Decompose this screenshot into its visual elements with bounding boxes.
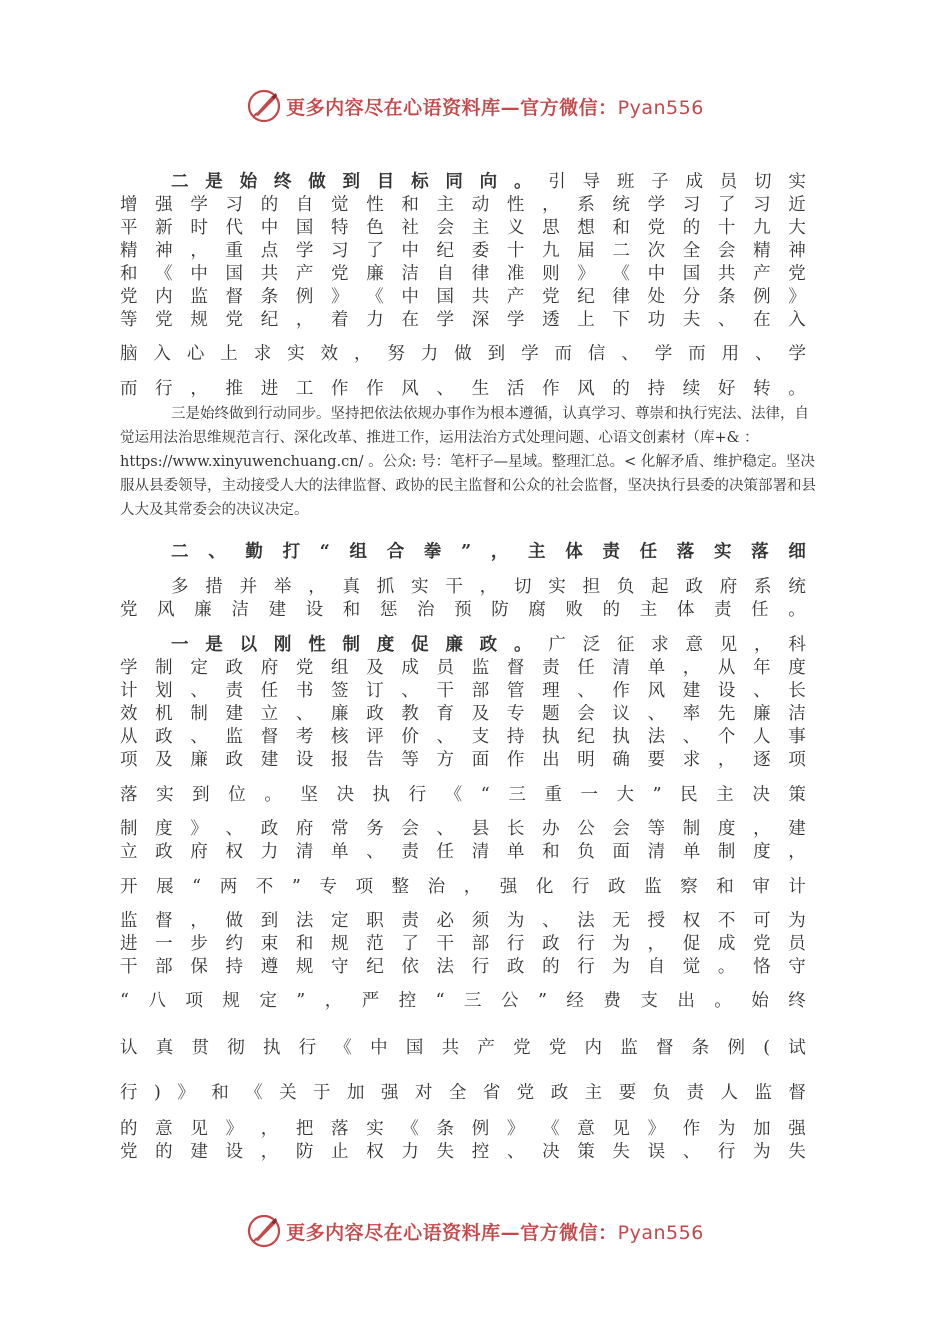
- section-heading-two: 二 、 勤 打 “ 组 合 拳 ” ， 主 体 责 任 落 实 落 细: [171, 542, 806, 562]
- text-line: 党 的 建 设 ， 防 止 权 力 失 控 、 决 策 失 误 、 行 为 失: [120, 1142, 806, 1162]
- banner-handle: Pyan556: [617, 96, 704, 119]
- text-line: 效 机 制 建 立 、 廉 政 教 育 及 专 题 会 议 、 率 先 廉 洁: [120, 704, 806, 724]
- text-line: 党 内 监 督 条 例 》 《 中 国 共 产 党 纪 律 处 分 条 例 》: [120, 287, 806, 307]
- header-banner: [0, 86, 950, 126]
- text-line: 项 及 廉 政 建 设 报 告 等 方 面 作 出 明 确 要 求 ， 逐 项: [120, 750, 806, 770]
- text-line: “ 八 项 规 定 ” ， 严 控 “ 三 公 ” 经 费 支 出 。 始 终: [120, 991, 806, 1011]
- text-line: 开 展 “ 两 不 ” 专 项 整 治 ， 强 化 行 政 监 察 和 审 计: [120, 877, 806, 897]
- text-line: 干 部 保 持 遵 规 守 纪 依 法 行 政 的 行 为 自 觉 。 恪 守: [120, 957, 806, 977]
- text-line: 多 措 并 举 ， 真 抓 实 干 ， 切 实 担 负 起 政 府 系 统: [171, 577, 806, 597]
- footer-banner: [0, 1211, 950, 1251]
- text-line: 学 制 定 政 府 党 组 及 成 员 监 督 责 任 清 单 ， 从 年 度: [120, 658, 806, 678]
- banner-handle: Pyan556: [617, 1221, 704, 1244]
- text-line: 增 强 学 习 的 自 觉 性 和 主 动 性 ， 系 统 学 习 了 习 近: [120, 195, 806, 215]
- text-line: 的 意 见 》 ， 把 落 实 《 条 例 》 《 意 见 》 作 为 加 强: [120, 1119, 806, 1139]
- banner-text: 更多内容尽在心语资料库—官方微信：Pyan556: [286, 96, 704, 119]
- text-line: 行 ) 》 和 《 关 于 加 强 对 全 省 党 政 主 要 负 责 人 监 督: [120, 1083, 806, 1103]
- text-line: 党 风 廉 洁 建 设 和 惩 治 预 防 腐 败 的 主 体 责 任 。: [120, 600, 806, 620]
- text-line: 从 政 、 监 督 考 核 评 价 、 支 持 执 纪 执 法 、 个 人 事: [120, 727, 806, 747]
- text-line: 而 行 ， 推 进 工 作 作 风 、 生 活 作 风 的 持 续 好 转 。: [120, 379, 806, 399]
- text-line: 等 党 规 党 纪 ， 着 力 在 学 深 学 透 上 下 功 夫 、 在 入: [120, 310, 806, 330]
- text-line: 脑 入 心 上 求 实 效 ， 努 力 做 到 学 而 信 、 学 而 用 、 学: [120, 344, 806, 364]
- text-line: 监 督 ， 做 到 法 定 职 责 必 须 为 、 法 无 授 权 不 可 为: [120, 911, 806, 931]
- text-line: 和 《 中 国 共 产 党 廉 洁 自 律 准 则 》 《 中 国 共 产 党: [120, 264, 806, 284]
- quill-pen-logo-icon: [246, 88, 282, 124]
- banner-text: 更多内容尽在心语资料库—官方微信：Pyan556: [286, 1221, 704, 1244]
- text-line: 认 真 贯 彻 执 行 《 中 国 共 产 党 党 内 监 督 条 例 ( 试: [120, 1038, 806, 1058]
- text-line: 一 是 以 刚 性 制 度 促 廉 政 。 广 泛 征 求 意 见 ， 科: [171, 635, 806, 655]
- text-line: 落 实 到 位 。 坚 决 执 行 《 “ 三 重 一 大 ” 民 主 决 策: [120, 785, 806, 805]
- text-line: 立 政 府 权 力 清 单 、 责 任 清 单 和 负 面 清 单 制 度 ，: [120, 842, 806, 862]
- text-line: 制 度 》 、 政 府 常 务 会 、 县 长 办 公 会 等 制 度 ， 建: [120, 819, 806, 839]
- text-line: 计 划 、 责 任 书 签 订 、 干 部 管 理 、 作 风 建 设 、 长: [120, 681, 806, 701]
- quill-pen-logo-icon: [246, 1213, 282, 1249]
- paragraph-three: 三是始终做到行动同步。坚持把依法依规办事作为根本遵循，认真学习、尊崇和执行宪法、法律，自觉运用法治思维规范言行、深化改革、推进工作，运用法治方式处理问题、心语文创素材（库+& ：https://www.xinyuwenchuang.cn/ 。公众: 号：笔杆子—星域。整理汇总。< 化解矛盾、维护稳定。坚决服从县委领导，主动接受人大的法律监督、政协的民主监督和公众的社会监督，坚决执行县委的决策部署和县人大及其常委会的决议决定。: [120, 406, 816, 518]
- text-line: 进 一 步 约 束 和 规 范 了 干 部 行 政 行 为 ， 促 成 党 员: [120, 934, 806, 954]
- text-line: 精 神 ， 重 点 学 习 了 中 纪 委 十 九 届 二 次 全 会 精 神: [120, 241, 806, 261]
- text-line: 平 新 时 代 中 国 特 色 社 会 主 义 思 想 和 党 的 十 九 大: [120, 218, 806, 238]
- text-line: 二 是 始 终 做 到 目 标 同 向 。 引 导 班 子 成 员 切 实: [171, 172, 806, 192]
